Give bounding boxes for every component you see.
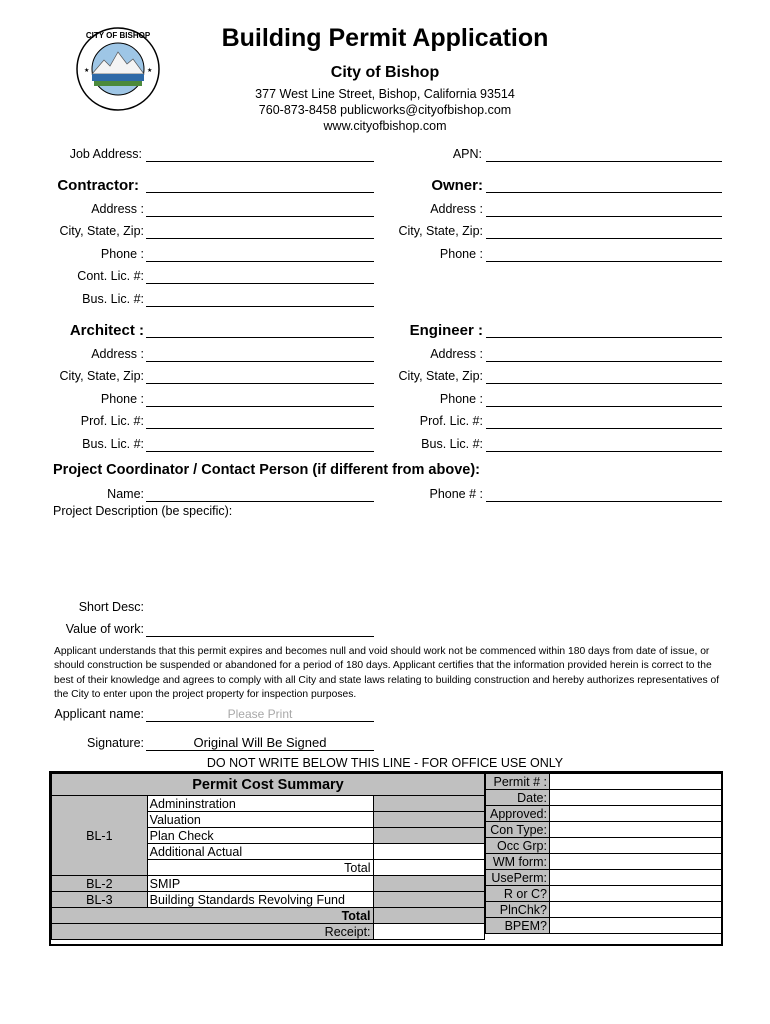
contractor-address-field[interactable] — [146, 216, 374, 217]
owner-address-field[interactable] — [486, 216, 722, 217]
office-label-occ-grp: Occ Grp: — [486, 838, 550, 854]
signature-label: Signature: — [87, 736, 144, 750]
page-title: Building Permit Application — [221, 24, 549, 52]
office-label-wm-form: WM form: — [486, 854, 550, 870]
office-label-useperm: UsePerm: — [486, 870, 550, 886]
contractor-bus-lic-label: Bus. Lic. #: — [82, 292, 144, 306]
cost-item-plan-check: Plan Check — [147, 828, 373, 844]
engineer-phone-label: Phone : — [439, 392, 483, 406]
engineer-bus-lic-field[interactable] — [486, 451, 722, 452]
office-label-r-or-c: R or C? — [486, 886, 550, 902]
contractor-phone-field[interactable] — [146, 261, 374, 262]
apn-field[interactable] — [486, 161, 722, 162]
bl2-code: BL-2 — [52, 876, 148, 892]
engineer-address-label: Address : — [430, 347, 483, 361]
office-label-con-type: Con Type: — [486, 822, 550, 838]
engineer-address-field[interactable] — [486, 361, 722, 362]
grand-total-value[interactable] — [373, 908, 484, 924]
owner-name-field[interactable] — [486, 192, 722, 193]
coordinator-name-label: Name: — [107, 487, 144, 501]
project-description-label: Project Description (be specific): — [53, 504, 233, 518]
cost-value-smip[interactable] — [373, 876, 484, 892]
office-value-date[interactable] — [549, 790, 721, 806]
owner-city-label: City, State, Zip: — [398, 224, 483, 238]
office-use-notice: DO NOT WRITE BELOW THIS LINE - FOR OFFICE USE ONLY — [206, 756, 564, 770]
coordinator-phone-field[interactable] — [486, 501, 722, 502]
architect-bus-lic-field[interactable] — [146, 451, 374, 452]
receipt-label: Receipt: — [52, 924, 374, 940]
bl1-total-label: Total — [147, 860, 373, 876]
architect-prof-lic-field[interactable] — [146, 428, 374, 429]
contractor-cont-lic-label: Cont. Lic. #: — [77, 269, 144, 283]
value-of-work-field[interactable] — [146, 636, 374, 637]
applicant-name-label: Applicant name: — [54, 707, 144, 721]
contractor-phone-label: Phone : — [100, 247, 144, 261]
engineer-phone-field[interactable] — [486, 406, 722, 407]
svg-text:★: ★ — [84, 67, 90, 74]
coordinator-title: Project Coordinator / Contact Person (if different from above): — [53, 462, 480, 478]
contractor-city-label: City, State, Zip: — [59, 224, 144, 238]
contractor-title: Contractor: — [57, 177, 139, 194]
grand-total-label: Total — [52, 908, 374, 924]
cost-value-plan-check[interactable] — [373, 828, 484, 844]
cost-summary-title: Permit Cost Summary — [52, 774, 485, 796]
architect-city-field[interactable] — [146, 383, 374, 384]
short-desc-label: Short Desc: — [78, 600, 144, 614]
bl1-code: BL-1 — [52, 796, 148, 876]
cost-value-administration[interactable] — [373, 796, 484, 812]
architect-address-field[interactable] — [146, 361, 374, 362]
cost-value-bsrf[interactable] — [373, 892, 484, 908]
cost-value-valuation[interactable] — [373, 812, 484, 828]
receipt-value[interactable] — [373, 924, 484, 940]
cost-item-additional-actual: Additional Actual — [147, 844, 373, 860]
bl3-code: BL-3 — [52, 892, 148, 908]
owner-city-field[interactable] — [486, 238, 722, 239]
coordinator-phone-label: Phone # : — [429, 487, 483, 501]
owner-address-label: Address : — [430, 202, 483, 216]
engineer-prof-lic-field[interactable] — [486, 428, 722, 429]
architect-bus-lic-label: Bus. Lic. #: — [82, 437, 144, 451]
office-value-useperm[interactable] — [549, 870, 721, 886]
cost-item-valuation: Valuation — [147, 812, 373, 828]
office-value-permit[interactable] — [549, 774, 721, 790]
engineer-prof-lic-label: Prof. Lic. #: — [419, 414, 483, 428]
applicant-name-field[interactable] — [146, 721, 374, 722]
architect-phone-label: Phone : — [100, 392, 144, 406]
contact-info: 760-873-8458 publicworks@cityofbishop.com — [258, 103, 512, 117]
office-label-bpem: BPEM? — [486, 918, 550, 934]
office-value-approved[interactable] — [549, 806, 721, 822]
cost-item-bsrf: Building Standards Revolving Fund — [147, 892, 373, 908]
architect-prof-lic-label: Prof. Lic. #: — [80, 414, 144, 428]
contractor-bus-lic-field[interactable] — [146, 306, 374, 307]
office-value-plnchk[interactable] — [549, 902, 721, 918]
contractor-name-field[interactable] — [146, 192, 374, 193]
cost-item-administration: Admininstration — [147, 796, 373, 812]
signature-value: Original Will Be Signed — [193, 735, 327, 750]
office-value-occ-grp[interactable] — [549, 838, 721, 854]
job-address-label: Job Address: — [69, 147, 142, 161]
owner-phone-field[interactable] — [486, 261, 722, 262]
engineer-city-label: City, State, Zip: — [398, 369, 483, 383]
cost-value-additional-actual[interactable] — [373, 844, 484, 860]
office-value-r-or-c[interactable] — [549, 886, 721, 902]
cost-item-smip: SMIP — [147, 876, 373, 892]
coordinator-name-field[interactable] — [146, 501, 374, 502]
job-address-field[interactable] — [146, 161, 374, 162]
office-fields-table — [485, 773, 722, 934]
office-label-permit: Permit # : — [486, 774, 550, 790]
office-value-con-type[interactable] — [549, 822, 721, 838]
office-label-approved: Approved: — [486, 806, 550, 822]
architect-city-label: City, State, Zip: — [59, 369, 144, 383]
svg-text:★: ★ — [147, 67, 153, 74]
seal-text: CITY OF BISHOP — [85, 31, 151, 40]
owner-phone-label: Phone : — [439, 247, 483, 261]
engineer-city-field[interactable] — [486, 383, 722, 384]
engineer-name-field[interactable] — [486, 337, 722, 338]
value-of-work-label: Value of work: — [65, 622, 144, 636]
website: www.cityofbishop.com — [323, 119, 447, 133]
applicant-name-placeholder[interactable]: Please Print — [227, 707, 293, 721]
office-value-wm-form[interactable] — [549, 854, 721, 870]
bl1-total-value[interactable] — [373, 860, 484, 876]
office-value-bpem[interactable] — [549, 918, 721, 934]
contractor-cont-lic-field[interactable] — [146, 283, 374, 284]
apn-label: APN: — [452, 147, 482, 161]
disclaimer-text: Applicant understands that this permit expires and becomes null and void should work not be commenced within 180 days from date of issue, or should construction be suspended or abandoned for a period of 180 days. Applicant certifies that the information provided herein is correct to the best of their knowledge and agrees to comply with all City and state laws relating to building construction and hereby authorizes representatives of the City to enter upon the project property for inspection purposes. — [54, 646, 720, 701]
city-name: City of Bishop — [330, 64, 440, 81]
contractor-address-label: Address : — [91, 202, 144, 216]
owner-title: Owner: — [431, 177, 483, 194]
signature-field[interactable] — [146, 750, 374, 751]
engineer-title: Engineer : — [409, 322, 483, 339]
architect-name-field[interactable] — [146, 337, 374, 338]
contractor-city-field[interactable] — [146, 238, 374, 239]
street-address: 377 West Line Street, Bishop, California 93514 — [255, 87, 515, 101]
architect-phone-field[interactable] — [146, 406, 374, 407]
permit-cost-summary — [51, 773, 485, 940]
architect-address-label: Address : — [91, 347, 144, 361]
engineer-bus-lic-label: Bus. Lic. #: — [421, 437, 483, 451]
office-label-plnchk: PlnChk? — [486, 902, 550, 918]
office-label-date: Date: — [486, 790, 550, 806]
architect-title: Architect : — [69, 322, 144, 339]
